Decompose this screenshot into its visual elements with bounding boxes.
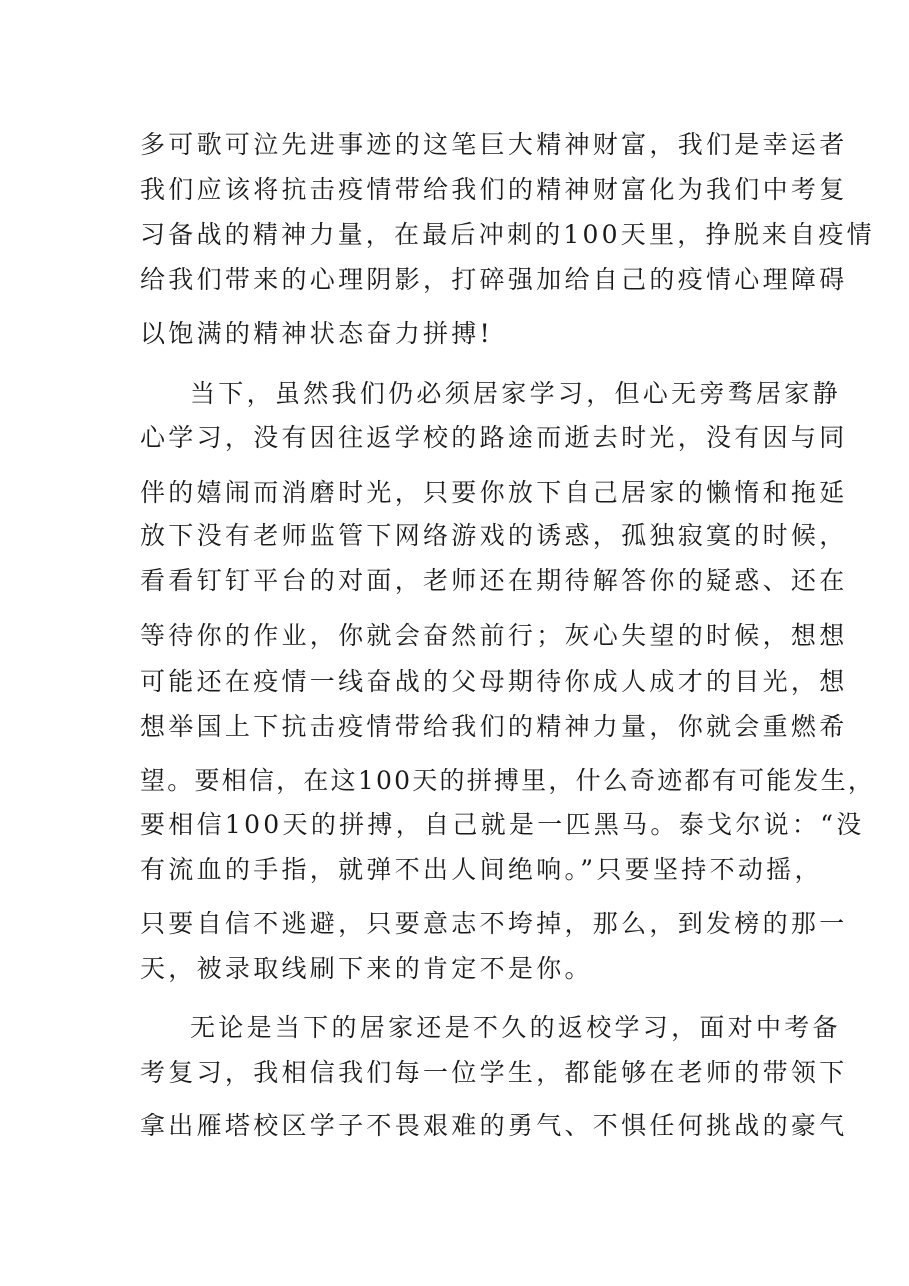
paragraph-2-line-6: 等待你的作业，你就会奋然前行；灰心失望的时候，想想	[140, 621, 848, 650]
paragraph-2-line-9: 望。要相信，在这100天的拼搏里，什么奇迹都有可能发生，	[140, 766, 876, 795]
paragraph-1-line-5: 以饱满的精神状态奋力拼搏!	[140, 319, 493, 348]
paragraph-1-line-3: 习备战的精神力量，在最后冲刺的100天里，挣脱来自疫情	[140, 220, 875, 249]
paragraph-2-line-3: 伴的嬉闹而消磨时光，只要你放下自己居家的懒惰和拖延	[140, 478, 848, 507]
paragraph-2-line-10: 要相信100天的拼搏，自己就是一匹黑马。泰戈尔说：“没	[140, 810, 865, 839]
paragraph-2-line-7: 可能还在疫情一线奋战的父母期待你成人成才的目光，想	[140, 667, 848, 696]
paragraph-2-line-5: 看看钉钉平台的对面，老师还在期待解答你的疑惑、还在	[140, 566, 848, 595]
paragraph-2-line-2: 心学习，没有因往返学校的路途而逝去时光，没有因与同	[140, 423, 848, 452]
paragraph-2-line-8: 想举国上下抗击疫情带给我们的精神力量，你就会重燃希	[140, 712, 848, 741]
paragraph-3-line-3: 拿出雁塔校区学子不畏艰难的勇气、不惧任何挑战的豪气	[140, 1111, 848, 1140]
paragraph-2-line-1: 当下，虽然我们仍必须居家学习，但心无旁骛居家静	[190, 379, 841, 408]
paragraph-3-line-1: 无论是当下的居家还是不久的返校学习，面对中考备	[190, 1013, 841, 1042]
paragraph-2-line-11: 有流血的手指，就弹不出人间绝响。”只要坚持不动摇，	[140, 855, 823, 884]
paragraph-1-line-4: 给我们带来的心理阴影，打碎强加给自己的疫情心理障碍	[140, 265, 848, 294]
paragraph-2-line-4: 放下没有老师监管下网络游戏的诱惑，孤独寂寞的时候，	[140, 521, 848, 550]
paragraph-2-line-12: 只要自信不逃避，只要意志不垮掉，那么，到发榜的那一	[140, 909, 848, 938]
paragraph-1-line-1: 多可歌可泣先进事迹的这笔巨大精神财富，我们是幸运者	[140, 130, 848, 159]
paragraph-2-line-13: 天，被录取线刷下来的肯定不是你。	[140, 954, 593, 983]
paragraph-1-line-2: 我们应该将抗击疫情带给我们的精神财富化为我们中考复	[140, 175, 848, 204]
paragraph-3-line-2: 考复习，我相信我们每一位学生，都能够在老师的带领下	[140, 1058, 848, 1087]
